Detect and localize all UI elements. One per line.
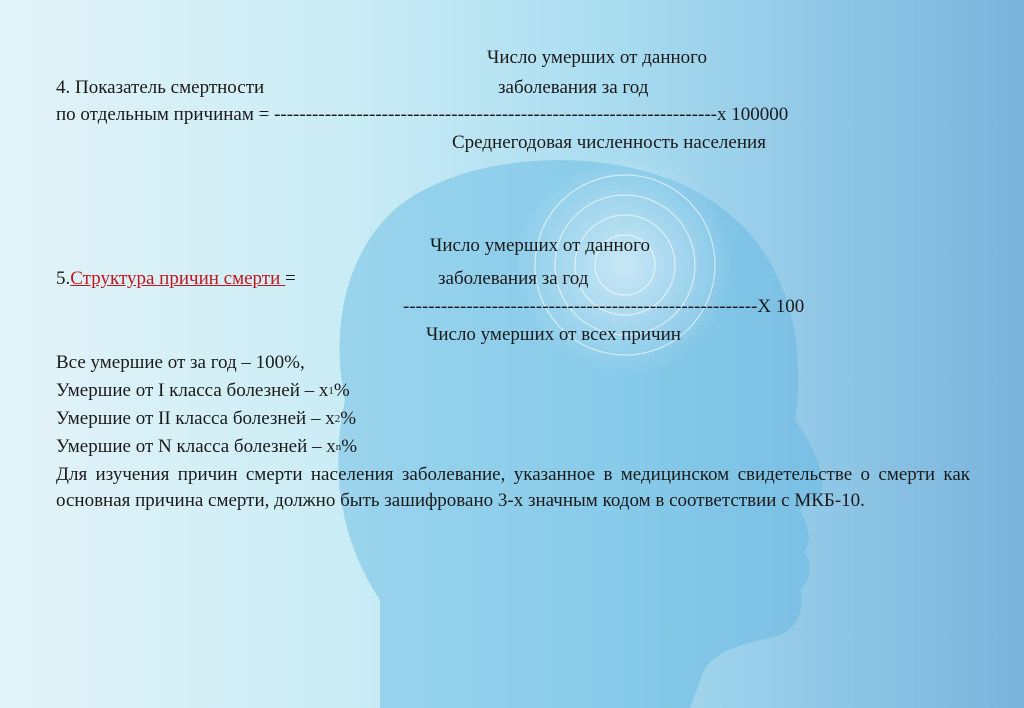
- list-classN-text: Умершие от N класса болезней – х: [56, 436, 336, 457]
- list-classN-percent: %: [341, 436, 358, 457]
- list-classN-subscript: n: [335, 441, 342, 453]
- formula5-multiplier: Х 100: [757, 296, 805, 317]
- list-class1-text: Умершие от I класса болезней – х: [56, 380, 329, 401]
- formula5-number: 5.: [56, 268, 71, 289]
- formula4-multiplier: х 100000: [716, 104, 789, 125]
- formula4-numerator-line1: Число умерших от данного: [487, 47, 707, 68]
- formula5-numerator-line1: Число умерших от данного: [430, 235, 650, 256]
- list-class2-text: Умершие от II класса болезней – х: [56, 408, 335, 429]
- list-class1-percent: %: [333, 380, 350, 401]
- list-all-deaths: Все умершие от за год – 100%,: [56, 352, 305, 373]
- formula4-label-line1: 4. Показатель смертности: [56, 77, 265, 98]
- formula5-label: [56, 268, 296, 290]
- list-class1: [56, 380, 350, 404]
- explanation-paragraph: Для изучения причин смерти населения заболевание, указанное в медицинском свидетельстве о смерти как основная причина смерти, должно быть зашифровано 3-х значным кодом в соответствии с МКБ-10.: [56, 464, 970, 511]
- list-class2: [56, 408, 356, 432]
- formula4-label-text: по отдельным причинам =: [56, 104, 275, 125]
- formula5-fraction-line: [403, 296, 804, 318]
- list-classN: [56, 436, 357, 460]
- formula5-denominator: Число умерших от всех причин: [426, 324, 681, 345]
- formula4-label-line2: [56, 104, 788, 126]
- formula5-fraction-bar: --------------------------------------------------------: [403, 296, 758, 317]
- formula5-numerator-line2: заболевания за год: [438, 268, 589, 289]
- formula4-fraction-bar: ----------------------------------------------------------------------: [274, 104, 717, 125]
- formula4-denominator: Среднегодовая численность населения: [452, 132, 766, 153]
- formula5-title-link[interactable]: Структура причин смерти: [70, 268, 286, 289]
- list-class2-percent: %: [340, 408, 357, 429]
- formula5-equals: =: [285, 268, 296, 289]
- list-class2-subscript: 2: [334, 413, 341, 425]
- list-class1-subscript: 1: [328, 385, 334, 397]
- formula4-numerator-line2: заболевания за год: [498, 77, 649, 98]
